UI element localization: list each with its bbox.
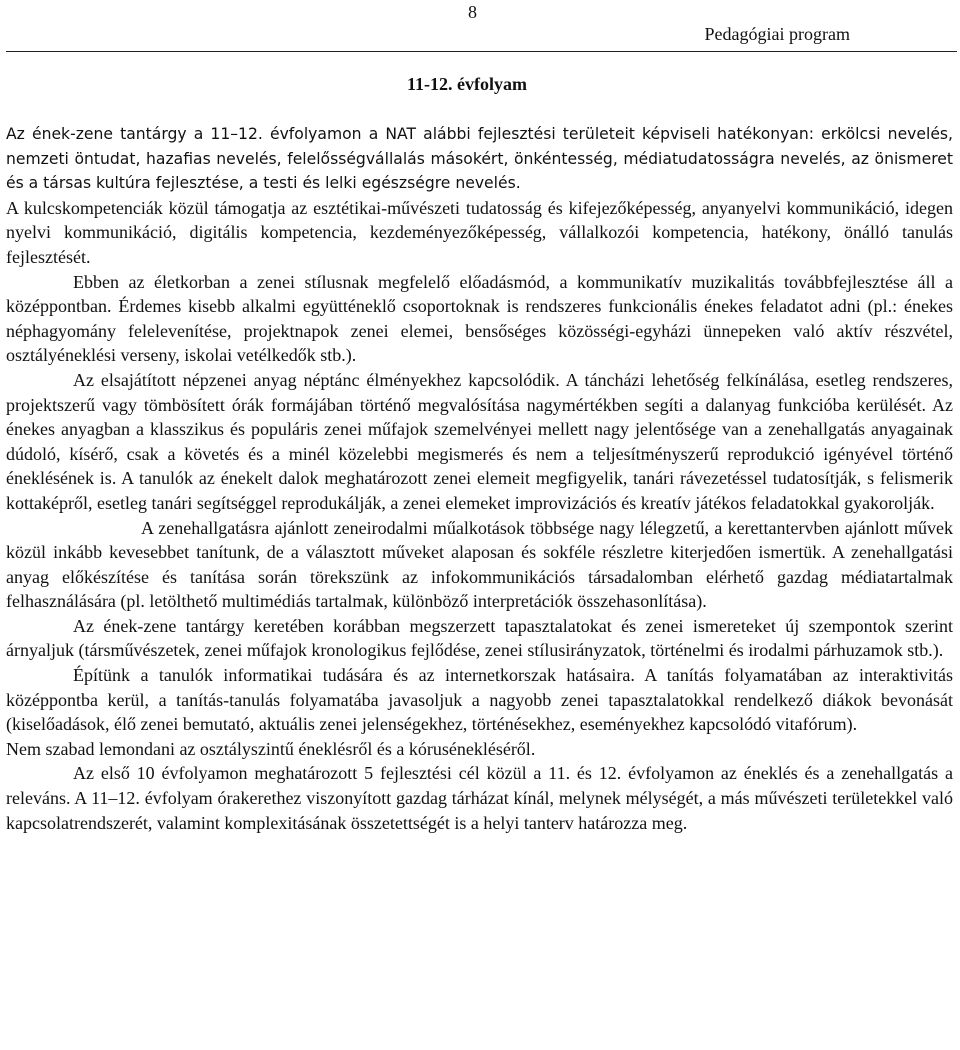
paragraph-folk-music: Az elsajátított népzenei anyag néptánc élményekhez kapcsolódik. A táncházi lehetőség felkínálása, esetleg rendszeres, projektszerű vagy tömbösített órák formájában történő megvalósítása nagymértékben segíti a dalanyag funkcióba kerülését. Az énekes anyagban a klasszikus és populáris zenei műfajok szemelvényei mellett nagy jelentősége van a zenehallgatás anyagainak dúdoló, kísérő, csak a követés és a minél közelebbi megismerés és nem a teljesítményszerű reprodukció igényével történő éneklésének is. A tanulók az énekelt dalok meghatározott zenei elemeit megfigyelik, tanári rávezetéssel tudatosítják, s felismerik kottaképről, esetleg tanári segítséggel reprodukálják, a zenei elemeket improvizációs és kreatív játékos feladatokkal gyakorolják. <box>6 369 953 513</box>
paragraph-intro: Az ének-zene tantárgy a 11–12. évfolyamon a NAT alábbi fejlesztési területeit képviseli hatékonyan: erkölcsi nevelés, nemzeti öntudat, hazafias nevelés, felelősségvállalás másokért, önkéntesség, médiatudatosságra nevelés, az önismeret és a társas kultúra fejlesztése, a testi és lelki egészségre nevelés. <box>6 125 953 193</box>
section-heading: 11-12. évfolyam <box>407 74 527 94</box>
body-text <box>6 122 953 835</box>
header-title: Pedagógiai program <box>704 24 850 44</box>
paragraph-performance: Ebben az életkorban a zenei stílusnak megfelelő előadásmód, a kommunikatív muzikalitás továbbfejlesztése áll a középpontban. Érdemes kisebb alkalmi együtténeklő csoportoknak is rendszeres funkcionális énekes feladatot adni (pl.: énekes néphagyomány felelevenítése, projektnapok zenei elemei, bensőséges közösségi-egyházi ünnepeken való aktív részvétel, osztályéneklési verseny, iskolai vetélkedők stb.). <box>6 271 953 366</box>
paragraph-development-goals: Az első 10 évfolyamon meghatározott 5 fejlesztési cél közül a 11. és 12. évfolyamon az éneklés és a zenehallgatás a releváns. A 11–12. évfolyam órakerethez viszonyított gazdag tárházat kínál, melynek mélységét, a más művészeti területekkel való kapcsolatrendszerét, valamint komplexitásának összetettségét is a helyi tanterv határozza meg. <box>6 763 953 833</box>
paragraph-class-singing: Nem szabad lemondani az osztályszintű éneklésről és a kórusénekléséről. <box>6 738 536 759</box>
header-rule <box>6 51 957 52</box>
paragraph-new-perspectives: Az ének-zene tantárgy keretében korábban megszerzett tapasztalatokat és zenei ismereteket új szempontok szerint árnyaljuk (társművészetek, zenei műfajok kronologikus fejlődése, zenei stílusirányzatok, történelmi és irodalmi párhuzamok stb.). <box>6 615 953 661</box>
paragraph-competencies: A kulcskompetenciák közül támogatja az esztétikai-művészeti tudatosság és kifejezőképesség, anyanyelvi kommunikáció, idegen nyelvi kommunikáció, digitális kompetencia, kezdeményezőképesség, vállalkozói kompetencia, hatékony, önálló tanulás fejlesztését. <box>6 197 953 267</box>
paragraph-it-knowledge: Építünk a tanulók informatikai tudására és az internetkorszak hatásaira. A tanítás folyamatában az interaktivitás középpontba kerül, a tanítás-tanulás folyamatába javasoljuk a nagyobb zenei tapasztalatokkal rendelkező diákok bevonását (kiselőadások, élő zenei bemutató, aktuális zenei jelenségekhez, történésekhez, eseményekhez kapcsolódó vitafórum). <box>6 665 953 735</box>
page-number: 8 <box>468 2 477 22</box>
paragraph-listening: A zenehallgatásra ajánlott zeneirodalmi műalkotások többsége nagy lélegzetű, a kerettantervben ajánlott művek közül inkább kevesebbet tanítunk, de a választott műveket alaposan és sokféle részletre kiterjedően ismertük. A zenehallgatási anyag előkészítése és tanítása során törekszünk az infokommunikációs társadalomban elérhető gazdag médiatartalmak felhasználására (pl. letölthető multimédiás tartalmak, különböző interpretációk összehasonlítása). <box>6 517 953 612</box>
